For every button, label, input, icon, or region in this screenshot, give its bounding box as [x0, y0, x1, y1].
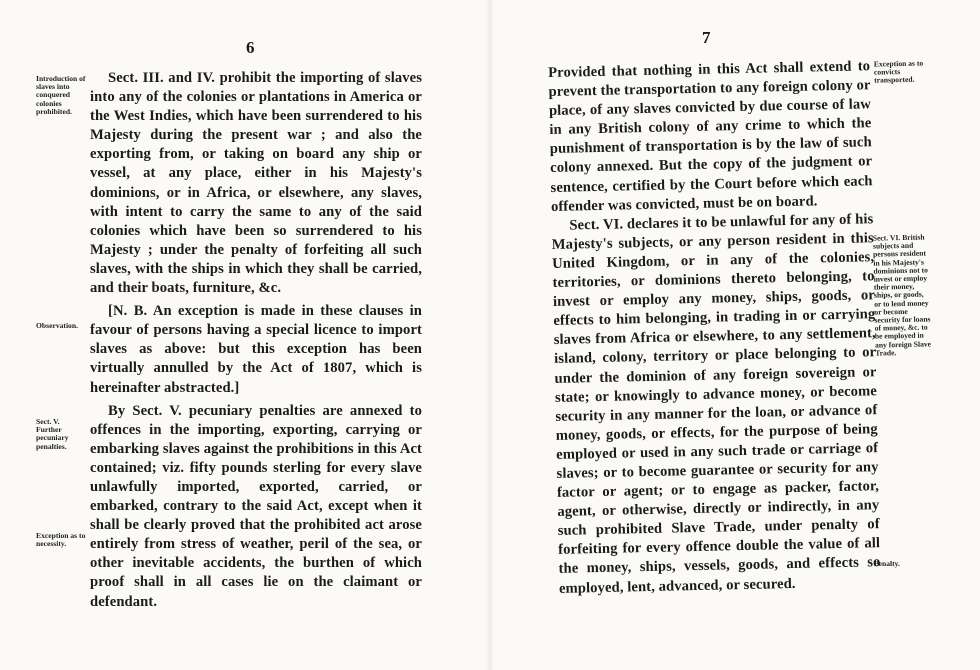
page-number: 7: [702, 28, 711, 47]
margin-note-exception: Exception as to convicts transported.: [873, 58, 924, 86]
paragraph-sect3-4: Sect. III. and IV. prohibit the importing of slaves into any of the colonies or plantations in America or the West Indies, which have been surrendered to his Majesty during the present war ; and also the exporting from, or taking on board any ship or vessel, at any place, either in his Majesty's dominions, or in Africa, or elsewhere, any slaves, with intent to carry the same to any of the said colonies which have been so surrendered to his Majesty ; under the penalty of forfeiting all such slaves, with the ships in which they shall be carried, and their boats, furniture, &c.: [90, 70, 422, 297]
margin-note-introduction: Introduction of slaves into conquered colonies prohibited.: [36, 74, 86, 116]
margin-note-sect6: Sect. VI. British subjects and persons resident in his Majesty's dominions not to invest or employ their money, ships, or goods, or to lend money or become security for loans of money, &c. to be employed in any foreign Slave Trade.: [872, 232, 932, 358]
paragraph-sect5: By Sect. V. pecuniary penalties are annexed to offences in the importing, exporting, carrying or embarking slaves against the prohibitions in this Act contained; viz. fifty pounds sterling for every slave unlawfully imported, exported, carried, or embarked, contrary to the said Act, except when it shall be clearly proved that the prohibited act arose entirely from stress of weather, peril of the sea, or other inevitable accidents, the burthen of which proof shall in all cases lie on the claimant or defendant.: [90, 402, 422, 610]
margin-note-penalty: Penalty.: [874, 559, 900, 568]
page-number: 6: [246, 38, 255, 57]
paragraph-proviso: Provided that nothing in this Act shall extend to prevent the transportation to any foreign colony or place, of any slaves convicted by due course of law in any British colony of any crime to which the punishment of transportation is by the law of such colony annexed. But the copy of the judgment or sentence, certified by the Court before which each offender was convicted, must be on board.: [548, 58, 873, 215]
paragraph-sect6: Sect. VI. declares it to be unlawful for any of his Majesty's subjects, or any person resident in this United Kingdom, or in any of the colonies, territories, or dominions thereto belonging, to invest or employ any money, ships, goods, or effects to him belonging, in trading in or carrying slaves from Africa or elsewhere, to any settlement, island, colony, territory or place belonging to or under the dominion of any foreign sovereign or state; or knowingly to advance money, or become security in any manner for the loan, or advance of money, goods, or effects, for the purpose of being employed or used in any such trade or carriage of slaves; or to become guarantee or security for any factor or agent; or to engage as packer, factor, agent, or otherwise, directly or indirectly, in any such prohibited Slave Trade, under penalty of forfeiting for every offence double the value of all the money, ships, vessels, goods, and effects so employed, lent, advanced, or secured.: [551, 210, 881, 597]
margin-note-exception: Exception as to necessity.: [36, 531, 86, 549]
right-page: [490, 0, 980, 670]
paragraph-nb: [N. B. An exception is made in these clauses in favour of persons having a special licence to import slaves as above: but this exception has been virtually annulled by the Act of 1807, which is hereinafter abstracted.]: [90, 303, 422, 396]
right-body-text: [548, 57, 881, 598]
margin-note-observation: Observation.: [36, 321, 78, 330]
left-body-text: [90, 69, 422, 612]
margin-note-sect5: Sect. V. Further pecuniary penalties.: [36, 417, 69, 451]
